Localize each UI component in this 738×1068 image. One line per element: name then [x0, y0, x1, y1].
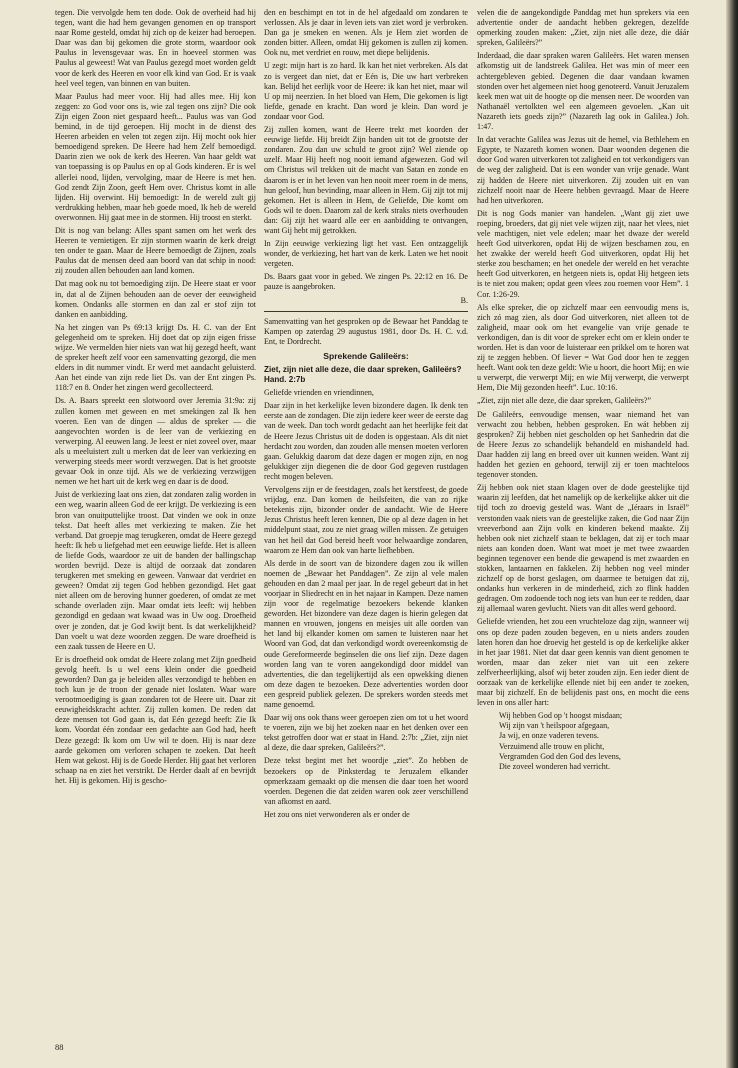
paragraph: Na het zingen van Ps 69:13 krijgt Ds. H. C. van der Ent gelegenheid om te spreken. Hij doet dat op zijn eigen frisse wijze. We vermelden hier niets van wat hij gezegd heeft, want de spreker heeft zelf voor een samenvatting gezorgd, die men elders in dit nummer vindt. Er werd met aandacht geluisterd. Aan het einde van zijn rede liet Ds. van der Ent zingen Ps. 118:7 en 8. Onder het zingen werd gecollecteerd. [55, 322, 256, 393]
column-1 [55, 8, 256, 1028]
paragraph: De Galileërs, eenvoudige mensen, waar niemand het van verwacht zou hebben, hebben gesproken. En wát hebben zij gesproken? Zij hebben niet gescholden op het Sanhedrin dat die de Heere Jezus zo schandelijk behandeld en mishandeld had. Daar hadden zij lang en breed over uit kunnen weiden. Want zij hadden het gezien en gehoord, terwijl zij er toen machteloos tegenover stonden. [477, 409, 689, 480]
section-subheading: Ziet, zijn niet alle deze, die daar spreken, Galileërs? Hand. 2:7b [264, 365, 462, 385]
paragraph: Maar Paulus had meer voor. Hij had alles mee. Hij kon zeggen: zo God voor ons is, wie zal tegen ons zijn? Die ook Zijn eigen Zoon niet gespaard heeft... Paulus was van God bemind, in de tijd geroepen. Hij mocht in de dienst des Heeren arbeiden en velen tot zegen zijn. Hij mocht ook hier bemoedigend spreken. De Heere had hem Zelf bemoedigd. Daarin zien we ook de kerk des Heeren. Van haar geldt wat van toepassing is op Paulus en op al Gods kinderen. Er is wel allerlei nood, lijden, vervolging, maar de Heere is met hen. God zendt Zijn Zoon, geeft Hem over. Christus komt in alle lijden. Hij overwint. Hij bemoedigt: In de wereld zult gij verdrukking hebben, maar heb goede moed, Ik heb de wereld overwonnen. Hij gaat mee in de stormen. Hij troost en sterkt. [55, 91, 256, 222]
poem-line: Vergramden God den God des levens, [499, 751, 621, 761]
paragraph: Ds. Baars gaat voor in gebed. We zingen Ps. 22:12 en 16. De pauze is aangebroken. [264, 272, 468, 292]
paragraph: velen die de aangekondigde Panddag met hun sprekers via een advertentie onder de aandacht hebben gekregen, dezelfde opmerking zouden maken: „Ziet, zijn niet alle deze, die dáár spreken, Galileërs?” [477, 8, 689, 48]
paragraph: Zij zullen komen, want de Heere trekt met koorden der eeuwige liefde. Hij breidt Zijn handen uit tot de grootste der zondaren. Zou dan uw schuld te groot zijn? Wel ziende op uzelf. Maar Hij heeft nog nooit iemand afgewezen. God wil om Christus wil trekken uit de macht van Satan en zonde en daarom is er in het leven van hen nooit meer roem in de mens, hun geloof, hun bevinding, maar alleen in Hem. Gij zijt tot mij gekomen. Het is alleen in Hem, de Geliefde, Die komt om Gods wil te doen. Daarom zal de kerk straks niets overhouden dan: Gij zijt het waard alle eer en aanbidding te ontvangen, want Gij hebt mij getrokken. [264, 125, 468, 235]
paragraph: Daar wij ons ook thans weer geroepen zien om tot u het woord te voeren, zijn we bij het zoeken naar en het denken over een tekst getroffen door wat er staat in Hand. 2:7b: „Ziet, zijn niet al deze, die daar spreken, Galileërs?”. [264, 713, 468, 753]
paragraph: Dat mag ook nu tot bemoediging zijn. De Heere staat er voor in, dat al de Zijnen behouden aan de oever der eeuwigheid komen. Ondanks alle stormen en dan zal er stof zijn tot danken en aanbidding. [55, 279, 256, 319]
summary-intro: Samenvatting van het gesproken op de Bewaar het Panddag te Kampen op zaterdag 29 augustus 1981, door Ds. H. C. v.d. Ent, te Dordrecht. [264, 316, 468, 346]
paragraph: In dat verachte Galilea was Jezus uit de hemel, via Bethlehem en Egypte, te Nazareth komen wonen. Daar woonden degenen die door God waren uitverkoren tot zaligheid en tot verkondigers van de weg der zaligheid. Dat is een wonder van vrije genade. Want zij hadden de Heere niet uitverkoren. Zij zouden uit en van zichzelf nooit naar de Heere hebben gevraagd. Maar de Heere had hen uitverkoren. [477, 135, 689, 205]
column-3 [477, 8, 689, 1028]
paragraph: Ds. A. Baars spreekt een slotwoord over Jeremia 31:9a: zij zullen komen met geween en met smekingen zal Ik hen voeren. Een van de dingen — aldus de spreker — die aangevochten worden is de leer van de verkiezing en verwerping. Al eeuwen lang. Je leest er niet zoveel over, maar als u meeluistert zult u merken dat de leer van verkiezing en verwerping steeds meer wordt verzwegen. Dat is het grootste gevaar Ook in onze tijd. Als we de verkiezing verzwijgen nemen we het hart uit de kerk weg en daar is de dood. [55, 396, 256, 487]
section-heading: Sprekende Galileërs: [323, 350, 409, 361]
poem-line: Die zoveel wonderen had verricht. [499, 761, 611, 771]
poem-line: Ja wij, en onze vaderen tevens. [499, 731, 599, 741]
paragraph: tegen. Die vervolgde hem ten dode. Ook de overheid had hij tegen, want die had hem gevangen genomen en op transport naar Rome gesteld, omdat hij zich op de keizer had beroepen. Daar was dan bij gekomen die grote storm, waardoor ook Paulus in levensgevaar was. En in hoeveel stormen was Paulus al geweest! Wat van Paulus gezegd moet worden geldt voor de kerk des Heeren en voor elk kind van God. Er is vaak heel veel tegen, van binnen en van buiten. [55, 8, 256, 88]
poem-line: Verzuimend alle trouw en plicht, [499, 741, 605, 751]
paragraph: Geliefde vrienden, het zou een vruchteloze dag zijn, wanneer wij ons op deze paden zouden begeven, en u niets anders zouden laten horen dan hoe droevig het gesteld is op de kerkelijke akker in het jaar 1981. Niet dat daar geen kennis van dient genomen te worden, maar dan zeker niet van uit een zekere zelfverheerlijking, alsof wij beter zouden zijn. Een ieder dient de oorzaak van de kerkelijke ellende niet bij een ander te zoeken, maar bij zichzelf. En de belijdenis past ons, en mocht die eens leven in ons aller hart: [477, 617, 689, 708]
binding-spine [726, 0, 738, 1068]
paragraph: Zij hebben ook niet staan klagen over de dode geestelijke tijd waarin zij leefden, dat het namelijk op de kerkelijke akker uit die tijd toch zo droevig gesteld was. Want de „Iéraars in Israël” verstonden vaak niets van de geestelijke zaken, die God naar Zijn vreeverbond aan Zijn volk en kinderen bekend maakte. Zij hebben ook niet zichzelf staan te beklagen, dat zij er toch maar niets aan konden doen. Want wat moet je met twee zwaarden beginnen tegenover een bende die gewapend is met zwaarden en stokken, lantaarnen en fakkelen. Zij hebben nog veel minder zichzelf op de borst geslagen, om daarmee te betuigen dat zij, ondanks hun verkeren in de minderheid, zich zo flink hadden gedragen. Om zodoende toch nog iets van hun eer te redden, daar zij allemaal waren gevlucht. Niets van dit alles werd gehoord. [477, 483, 689, 614]
paragraph: Er is droefheid ook omdat de Heere zolang met Zijn goedheid gevolg heeft. Is u wel eens klein onder die goedheid geworden? Dan ga je beleiden alles verzondigd te hebben en toch kun je de troon der genade niet loslaten. Waar ware verootmoediging is gaan zondaren tot de Heere uit. Daar zit eeuwigheidskracht achter. Zij zullen komen. De reden dat deze mensen tot God gaan is, dat Eén gezegd heeft: Zie Ik kom. Voordat één zondaar een gedachte aan God had, heeft Deze gezegd: Ik kom om Uw wil te doen. Hij is naar deze aarde gekomen om verloren schapen te zoeken. Dat heeft Hem wat gekost. Hij is de Goede Herder. Hij gaat het verloren schaap na en ziet het verstrikt. De Herder daalt af en bevrijdt het. Hij is gekomen. Hij is gescho- [55, 654, 256, 785]
paragraph: Inderdaad, die daar spraken waren Galileërs. Het waren mensen afkomstig uit de landstreek Galilea. Het was min of meer een achtergebleven gebied. Degenen die daar vandaan kwamen stonden over het algemeen niet hoog genoteerd. Vanuit Jeruzalem keek men wat uit de hoogte op die mensen neer. De woorden van Nathanaël vertolkten wel een algemeen gevoelen. „Kan uit Nazareth iets goeds zijn?” (Nazareth lag ook in Galilea.) Joh. 1:47. [477, 51, 689, 132]
paragraph: Geliefde vrienden en vriendinnen, [264, 388, 374, 398]
paragraph: Deze tekst begint met het woordje „ziet”. Zo hebben de bezoekers op de Pinksterdag te Jeruzalem elkander opmerkzaam gemaakt op die mensen die daar toen het woord voerden. Degenen die dat zeiden waren ook zeer verschillend van afkomst en aard. [264, 756, 468, 806]
paragraph: Als derde in de soort van de bizondere dagen zou ik willen noemen de „Bewaar het Panddagen”. Ze zijn al vele malen gehouden en dan 2 maal per jaar. In de regel gebeurt dat in het voorjaar in Sliedrecht en in het najaar in Kampen. Deze namen zijn voor de regelmatige bezoekers bekende klanken geworden. Het bizondere van deze dagen is hierin gelegen dat mannen en vrouwen, jongens en meisjes uit alle oorden van het land bij elkander komen om samen te luisteren naar het Woord van God, dat dan verkondigd wordt overeenkomstig de oude Gereformeerde beginselen die ons lief zijn. Deze dagen worden lang van te voren aangekondigd door middel van advertenties, die dan tegelijkertijd als een opwekking dienen om deze dagen te bezoeken. Deze advertenties worden door een gespreid publiek gelezen. De sprekers worden steeds met name genoemd. [264, 558, 468, 709]
poem-line: Wij zijn van 't heilspoor afgegaan, [499, 721, 610, 731]
column-2 [264, 8, 468, 1028]
paragraph: U zegt: mijn hart is zo hard. Ik kan het niet verbreken. Als dat zo is vergeet dan niet, dat er Eén is, Die uw hart verbreken kan. Belijd het eerlijk voor de Heere: ik kan het niet, maar wil U op mij neerzien. In het bloed van Hem, Die gekomen is ligt liefde, genade en kracht. Dan word je klein. Dan word je zondaar voor God. [264, 61, 468, 121]
page-number: 88 [55, 1042, 64, 1052]
poem-quote [499, 711, 689, 772]
poem-line: Wij hebben God op 't hoogst misdaan; [499, 711, 623, 721]
paragraph: Het zou ons niet verwonderen als er onder de [264, 809, 410, 819]
paragraph: Dit is nog van belang: Alles spant samen om het werk des Heeren te vernietigen. Er zijn stormen waarin de kerk dreigt ten onder te gaan. Maar de Heere bemoedigt de Zijnen, zoals Paulus dat de mensen deed aan boord van dat schip in nood: zij zouden allen behouden aan land komen. [55, 225, 256, 276]
paragraph: In Zijn eeuwige verkiezing ligt het vast. Een ontzaggelijk wonder, de verkiezing, het hart van de kerk. Laten we het nooit vergeten. [264, 239, 468, 269]
section-divider [264, 311, 468, 312]
paragraph: Juist de verkiezing laat ons zien, dat zondaren zalig worden in een weg, waarin alleen God de eer krijgt. De verkiezing is een bron van onuitputtelijke troost. Dat vinden we ook in onze tekst. Dat heeft alles met verkiezing te maken. Zie het verband. Dat groepje mag terugkeren, omdat de Heere gezegd heeft: Ik heb u liefgehad met een eeuwige liefde. Het is alleen de liefde Gods, waardoor ze uit de banden der ballingschap worden bevrijd. Deze is altijd de oorzaak dat zondaren terugkeren met smeking en geween. Vanwaar dat verdriet en geween? Omdat zij tegen God hebben gezondigd. Het gaat niet alleen om de beroving hunner goederen, of omdat ze met schande overladen zijn. Maar omdat iets leeft: wij hebben gezondigd en gedaan wat kwaad was in Uw oog. Droefheid over je zonden, dat je God kwijt bent. Is dat werkelijkheid? Dan voelt u wat deze woorden zeggen. De ware droefheid is een zaak tussen de Heere en U. [55, 490, 256, 651]
paragraph: Dit is nog Gods manier van handelen. „Want gij ziet uwe roeping, broeders, dat gij niet vele wijzen zijt, naar het vlees, niet vele machtigen, niet vele edelen; maar het dwaze der wereld heeft God uitverkoren, opdat Hij de wijzen beschamen zou, en het zwakke der wereld heeft God uitverkoren, opdat Hij het sterke zou beschamen; en het onedele der wereld en het verachte heeft God uitverkoren, en hetgeen niets is, opdat Hij hetgeen iets is te niet zou maken; opdat geen vlees zou roemen voor Hem”. 1 Cor. 1:26-29. [477, 208, 689, 299]
paragraph: Vervolgens zijn er de feestdagen, zoals het kerstfeest, de goede vrijdag, enz. Dan komen de heilsfeiten, die van zo rijke betekenis zijn, bizonder onder de aandacht. Wie de Heere Jezus Christus heeft leren kennen, Die op al deze dagen in het middelpunt staat, zou ze niet graag willen missen. Ze getuigen van het heil dat God bereid heeft voor helwaardige zondaren, waarom ze Hem dan ook van harte liefhebben. [264, 485, 468, 555]
paragraph: den en beschimpt en tot in de hel afgedaald om zondaren te verlossen. Als je daar in leven iets van ziet word je verbroken. Dan ga je smeken en wenen. Als je Hem ziet worden de zonden bitter. Alleen, omdat Hij gekomen is zullen zij komen. Ook nu, met verdriet en rouw, met diepe belijdenis. [264, 8, 468, 58]
paragraph: Als elke spreker, die op zichzelf maar een eenvoudig mens is, zich zó mag zien, als door God uitverkoren, niet alleen tot de zaligheid, maar ook om het evangelie van vrije genade te verkondigen, dan is dit voor de spreker echt om er klein onder te worden. Het is dan voor de luisteraar een prikkel om te horen wat zij te zeggen hebben. Of liever = Wat God door hen te zeggen heeft. Want ook ten deze geldt: Wie u hoort, die hoort Mij; en wie u verwerpt, die verwerpt Mij; en wie Mij verwerpt, die verwerpt Hem, Die Mij gezonden heeft”. Luc. 10:16. [477, 302, 689, 393]
paragraph: „Ziet, zijn niet alle deze, die daar spreken, Galileërs?” [477, 396, 652, 406]
author-signature: B. [460, 295, 468, 305]
paragraph: Daar zijn in het kerkelijke leven bizondere dagen. Ik denk ten eerste aan de zondagen. Die zijn iedere keer weer de eerste dag van de week. Dan toch wordt gedacht aan het heerlijke feit dat de Heere Jezus Christus uit de doden is opgestaan. Als dit niet herdacht zou worden, dan zouden alle mensen moeten verloren gaan. Gelukkig daarom dat deze dagen er mogen zijn, en nog gelukkiger zijn diegenen die de door God gegeven rustdagen recht mogen beleven. [264, 401, 468, 481]
